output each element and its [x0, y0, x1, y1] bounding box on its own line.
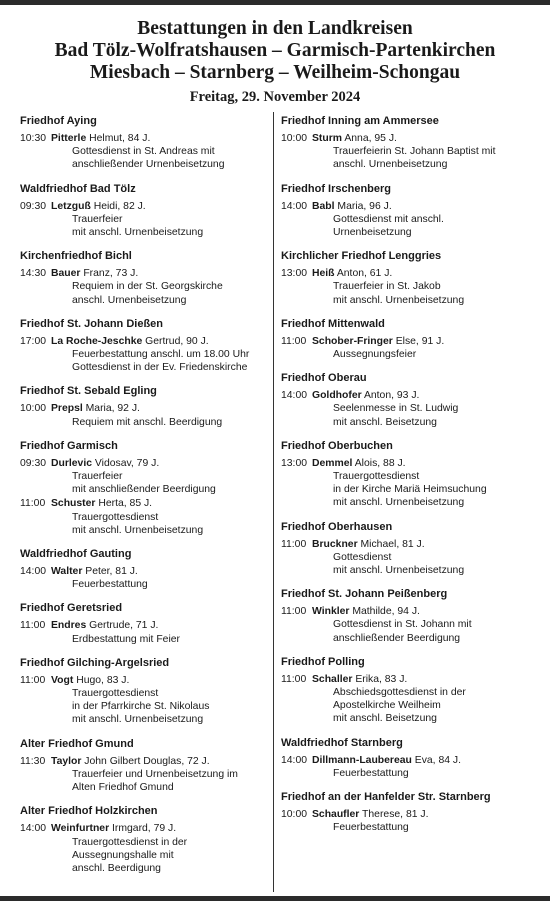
- burial-entry: [20, 755, 274, 795]
- burial-entry: [281, 808, 543, 834]
- burial-time: 14:30: [20, 268, 47, 280]
- deceased-given-age: Heidi, 82 J.: [90, 200, 146, 212]
- service-detail: anschl. Urnenbeisetzung: [333, 159, 448, 171]
- service-detail: Urnenbeisetzung: [333, 227, 412, 239]
- deceased-line: [312, 457, 543, 470]
- cemetery-title: Friedhof Irschenberg: [281, 182, 392, 195]
- cemetery-title: Waldfriedhof Bad Tölz: [20, 182, 136, 195]
- burial-info: [51, 267, 274, 307]
- cemetery-title: Friedhof Oberbuchen: [281, 439, 393, 452]
- deceased-given-age: Maria, 92 J.: [82, 403, 140, 415]
- burial-time: 11:00: [281, 673, 307, 685]
- burial-time: 14:00: [20, 823, 47, 835]
- cemetery-title: Friedhof St. Sebald Egling: [20, 385, 157, 398]
- burial-time: 11:00: [20, 620, 46, 632]
- deceased-surname: Bruckner: [312, 538, 358, 550]
- deceased-given-age: Else, 91 J.: [392, 335, 445, 347]
- burial-time: 11:00: [281, 538, 307, 550]
- deceased-given-age: Anton, 61 J.: [334, 268, 393, 280]
- burial-entry: [20, 402, 274, 428]
- burial-info: [312, 538, 543, 578]
- burial-time: 10:30: [20, 133, 47, 144]
- service-detail: Gottesdienst: [333, 551, 392, 563]
- burial-entry: [281, 673, 543, 726]
- cemetery-section: [20, 602, 274, 645]
- service-detail: mit anschließender Beerdigung: [72, 484, 216, 496]
- burial-info: [312, 335, 543, 361]
- cemetery-title: Friedhof Garmisch: [20, 439, 118, 452]
- burial-time: 09:30: [20, 457, 47, 469]
- deceased-surname: Schober-Fringer: [312, 335, 393, 347]
- burial-info: [312, 754, 543, 780]
- burial-time: 17:00: [20, 335, 47, 347]
- deceased-surname: Endres: [51, 620, 87, 632]
- deceased-given-age: Gertrud, 90 J.: [142, 335, 209, 347]
- service-detail: Requiem in der St. Georgskirche: [72, 281, 223, 293]
- deceased-surname: Babl: [312, 200, 335, 212]
- service-detail: mit anschl. Beisetzung: [333, 713, 437, 725]
- deceased-surname: Goldhofer: [312, 390, 362, 402]
- burial-info: [51, 335, 274, 375]
- deceased-given-age: Mathilde, 94 J.: [349, 606, 420, 618]
- cemetery-section: [20, 250, 274, 307]
- burial-time: 14:00: [20, 566, 47, 578]
- burial-time: 14:00: [281, 200, 308, 212]
- burial-entry: [281, 335, 543, 361]
- deceased-line: [51, 755, 274, 768]
- deceased-line: [312, 605, 543, 618]
- service-detail: Feuerbestattung: [333, 822, 409, 834]
- burial-time: 13:00: [281, 457, 308, 469]
- cemetery-title: Kirchlicher Friedhof Lenggries: [281, 250, 442, 263]
- cemetery-section: [20, 548, 274, 591]
- deceased-surname: Bauer: [51, 268, 81, 280]
- service-detail: mit anschl. Urnenbeisetzung: [333, 294, 465, 306]
- burial-info: [51, 402, 274, 428]
- burial-time: 09:30: [20, 200, 47, 212]
- cemetery-section: [281, 588, 543, 645]
- service-detail: Trauergottesdienst: [72, 688, 159, 700]
- service-detail: Gottesdienst in St. Andreas mit: [72, 146, 215, 158]
- header-line-3: Miesbach – Starnberg – Weilheim-Schongau: [89, 62, 461, 83]
- cemetery-title: Friedhof St. Johann Dießen: [20, 317, 164, 330]
- deceased-line: [312, 267, 543, 280]
- page-header: [0, 5, 550, 106]
- cemetery-title: Alter Friedhof Holzkirchen: [20, 805, 158, 818]
- deceased-line: [51, 497, 274, 510]
- burial-info: [312, 267, 543, 307]
- cemetery-section: [281, 115, 543, 172]
- service-detail: Aussegnungshalle mit: [72, 849, 174, 861]
- burial-entry: [281, 200, 543, 240]
- deceased-line: [51, 619, 274, 632]
- burial-info: [312, 389, 543, 429]
- burial-info: [51, 565, 274, 591]
- burial-info: [51, 200, 274, 240]
- service-detail: Trauergottesdienst: [333, 471, 420, 483]
- cemetery-section: [281, 250, 543, 307]
- cemetery-section: [281, 372, 543, 429]
- cemetery-section: [20, 440, 274, 537]
- deceased-surname: Durlevic: [51, 457, 93, 469]
- deceased-surname: Prepsl: [51, 403, 83, 415]
- deceased-surname: Vogt: [51, 674, 74, 686]
- cemetery-section: [281, 183, 543, 240]
- deceased-surname: Taylor: [51, 755, 82, 767]
- deceased-given-age: Michael, 81 J.: [357, 538, 425, 550]
- right-column: [281, 115, 543, 846]
- header-line-1: Bestattungen in den Landkreisen: [137, 18, 413, 39]
- cemetery-section: [281, 791, 543, 834]
- burial-entry: [20, 619, 274, 645]
- cemetery-section: [281, 521, 543, 578]
- burial-time: 10:00: [281, 133, 308, 144]
- cemetery-title: Friedhof Mittenwald: [281, 317, 385, 330]
- burial-info: [312, 132, 543, 172]
- burial-info: [51, 457, 274, 497]
- burial-entry: [20, 674, 274, 727]
- header-date: Freitag, 29. November 2024: [189, 89, 361, 105]
- service-detail: Trauerfeier: [72, 213, 123, 225]
- deceased-line: [51, 565, 274, 578]
- burial-info: [51, 674, 274, 727]
- burial-entry: [281, 754, 543, 780]
- cemetery-section: [20, 738, 274, 795]
- burial-entry: [281, 132, 543, 172]
- service-detail: Feuerbestattung: [333, 767, 409, 779]
- deceased-line: [51, 200, 274, 213]
- service-detail: Gottesdienst in St. Johann mit: [333, 619, 472, 631]
- cemetery-title: Friedhof St. Johann Peißenberg: [281, 588, 448, 601]
- burial-info: [312, 605, 543, 645]
- deceased-surname: Weinfurtner: [51, 823, 110, 835]
- deceased-line: [312, 335, 543, 348]
- service-detail: Trauerfeier: [72, 471, 123, 483]
- cemetery-section: [20, 115, 274, 172]
- burial-entry: [281, 605, 543, 645]
- cemetery-section: [20, 657, 274, 727]
- service-detail: Gottesdienst in der Ev. Friedenskirche: [72, 362, 248, 374]
- cemetery-section: [281, 737, 543, 780]
- service-detail: anschl. Urnenbeisetzung: [72, 294, 187, 306]
- burial-time: 11:00: [20, 498, 46, 510]
- deceased-surname: Schaufler: [312, 809, 360, 821]
- burial-entry: [281, 538, 543, 578]
- deceased-given-age: Franz, 73 J.: [80, 268, 139, 280]
- burial-time: 11:00: [281, 606, 307, 618]
- deceased-surname: Winkler: [312, 606, 350, 618]
- deceased-line: [51, 132, 274, 145]
- cemetery-section: [281, 656, 543, 726]
- service-detail: Apostelkirche Weilheim: [333, 700, 441, 712]
- service-detail: Abschiedsgottesdienst in der: [333, 687, 466, 699]
- deceased-line: [51, 822, 274, 835]
- burial-info: [312, 200, 543, 240]
- service-detail: Trauergottesdienst: [72, 511, 159, 523]
- deceased-given-age: Helmut, 84 J.: [86, 133, 151, 144]
- service-detail: Gottesdienst mit anschl.: [333, 213, 444, 225]
- service-detail: mit anschl. Urnenbeisetzung: [72, 714, 204, 726]
- burial-time: 10:00: [20, 403, 47, 415]
- deceased-given-age: Peter, 81 J.: [82, 566, 138, 578]
- burial-info: [312, 673, 543, 726]
- deceased-line: [312, 389, 543, 402]
- cemetery-title: Friedhof Oberhausen: [281, 520, 393, 533]
- burial-time: 11:30: [20, 755, 46, 767]
- service-detail: anschließender Beerdigung: [333, 632, 461, 644]
- burial-entry: [20, 822, 274, 875]
- burial-entry: [20, 335, 274, 375]
- service-detail: in der Kirche Mariä Heimsuchung: [333, 484, 487, 496]
- burial-info: [51, 619, 274, 645]
- burial-time: 14:00: [281, 754, 308, 766]
- burial-time: 10:00: [281, 809, 308, 821]
- burial-entry: [281, 389, 543, 429]
- header-line-2: Bad Tölz-Wolfratshausen – Garmisch-Partenkirchen: [54, 40, 496, 61]
- deceased-line: [312, 538, 543, 551]
- burial-entry: [281, 457, 543, 510]
- deceased-line: [51, 402, 274, 415]
- deceased-given-age: Herta, 85 J.: [95, 498, 153, 510]
- deceased-line: [51, 267, 274, 280]
- service-detail: Alten Friedhof Gmund: [72, 782, 174, 794]
- deceased-given-age: John Gilbert Douglas, 72 J.: [81, 755, 210, 767]
- service-detail: Trauerfeier in St. Jakob: [333, 281, 441, 293]
- cemetery-section: [20, 318, 274, 375]
- burial-info: [51, 132, 274, 172]
- service-detail: Requiem mit anschl. Beerdigung: [72, 416, 223, 428]
- deceased-line: [312, 808, 543, 821]
- burial-entry: [20, 200, 274, 240]
- deceased-given-age: Irmgard, 79 J.: [109, 823, 177, 835]
- deceased-given-age: Anton, 93 J.: [361, 390, 420, 402]
- burial-entry: [20, 457, 274, 497]
- burial-info: [312, 457, 543, 510]
- burial-time: 14:00: [281, 390, 308, 402]
- deceased-line: [51, 457, 274, 470]
- cemetery-section: [20, 385, 274, 428]
- service-detail: Feuerbestattung: [72, 579, 148, 591]
- deceased-surname: Sturm: [312, 133, 343, 144]
- burial-entry: [20, 565, 274, 591]
- service-detail: Erdbestattung mit Feier: [72, 633, 180, 645]
- burial-info: [51, 497, 274, 537]
- deceased-surname: Schaller: [312, 673, 353, 685]
- cemetery-title: Friedhof an der Hanfelder Str. Starnberg: [281, 791, 491, 804]
- service-detail: anschl. Beerdigung: [72, 862, 161, 874]
- service-detail: Trauergottesdienst in der: [72, 836, 188, 848]
- left-column: [20, 115, 274, 886]
- cemetery-section: [20, 805, 274, 875]
- cemetery-title: Friedhof Gilching-Argelsried: [20, 656, 170, 669]
- service-detail: mit anschl. Urnenbeisetzung: [72, 524, 204, 536]
- cemetery-section: [281, 318, 543, 361]
- deceased-surname: Schuster: [51, 498, 96, 510]
- deceased-surname: Dillmann-Laubereau: [312, 754, 412, 766]
- burial-info: [51, 822, 274, 875]
- deceased-line: [312, 132, 543, 145]
- deceased-line: [51, 335, 274, 348]
- service-detail: mit anschl. Urnenbeisetzung: [333, 565, 465, 577]
- deceased-given-age: Erika, 83 J.: [352, 673, 408, 685]
- service-detail: mit anschl. Urnenbeisetzung: [72, 227, 204, 239]
- deceased-surname: Heiß: [312, 268, 335, 280]
- service-detail: Feuerbestattung anschl. um 18.00 Uhr: [72, 349, 250, 361]
- deceased-given-age: Maria, 96 J.: [334, 200, 392, 212]
- cemetery-title: Kirchenfriedhof Bichl: [20, 250, 132, 263]
- burial-time: 13:00: [281, 268, 308, 280]
- service-detail: Aussegnungsfeier: [333, 349, 417, 361]
- service-detail: anschließender Urnenbeisetzung: [72, 159, 225, 171]
- deceased-given-age: Alois, 88 J.: [352, 457, 406, 469]
- cemetery-title: Friedhof Geretsried: [20, 602, 123, 615]
- cemetery-section: [20, 183, 274, 240]
- deceased-given-age: Eva, 84 J.: [411, 754, 461, 766]
- burial-entry: [20, 497, 274, 537]
- burial-time: 11:00: [20, 674, 46, 686]
- cemetery-title: Waldfriedhof Gauting: [20, 548, 132, 561]
- cemetery-title: Friedhof Polling: [281, 655, 365, 668]
- burial-info: [312, 808, 543, 834]
- deceased-given-age: Anna, 95 J.: [342, 133, 397, 144]
- burial-time: 11:00: [281, 335, 307, 347]
- burial-entry: [20, 132, 274, 172]
- deceased-surname: Letzguß: [51, 200, 91, 212]
- service-detail: Trauerfeier und Urnenbeisetzung im: [72, 768, 238, 780]
- cemetery-title: Friedhof Inning am Ammersee: [281, 115, 439, 127]
- service-detail: Seelenmesse in St. Ludwig: [333, 403, 459, 415]
- deceased-surname: Pitterle: [51, 133, 87, 144]
- deceased-given-age: Gertrude, 71 J.: [86, 620, 159, 632]
- deceased-surname: La Roche-Jeschke: [51, 335, 143, 347]
- cemetery-title: Waldfriedhof Starnberg: [281, 736, 403, 749]
- deceased-surname: Walter: [51, 566, 83, 578]
- cemetery-title: Alter Friedhof Gmund: [20, 737, 134, 750]
- burial-info: [51, 755, 274, 795]
- deceased-line: [312, 673, 543, 686]
- cemetery-title: Friedhof Oberau: [281, 372, 367, 385]
- service-detail: in der Pfarrkirche St. Nikolaus: [72, 701, 210, 713]
- service-detail: Trauerfeierin St. Johann Baptist mit: [333, 146, 496, 158]
- cemetery-title: Friedhof Aying: [20, 115, 97, 127]
- service-detail: mit anschl. Beisetzung: [333, 416, 437, 428]
- cemetery-section: [281, 440, 543, 510]
- burial-entry: [281, 267, 543, 307]
- deceased-line: [51, 674, 274, 687]
- deceased-surname: Demmel: [312, 457, 353, 469]
- burial-entry: [20, 267, 274, 307]
- deceased-given-age: Therese, 81 J.: [359, 809, 429, 821]
- deceased-given-age: Hugo, 83 J.: [73, 674, 130, 686]
- deceased-line: [312, 200, 543, 213]
- service-detail: mit anschl. Urnenbeisetzung: [333, 497, 465, 509]
- deceased-given-age: Vidosav, 79 J.: [92, 457, 160, 469]
- deceased-line: [312, 754, 543, 767]
